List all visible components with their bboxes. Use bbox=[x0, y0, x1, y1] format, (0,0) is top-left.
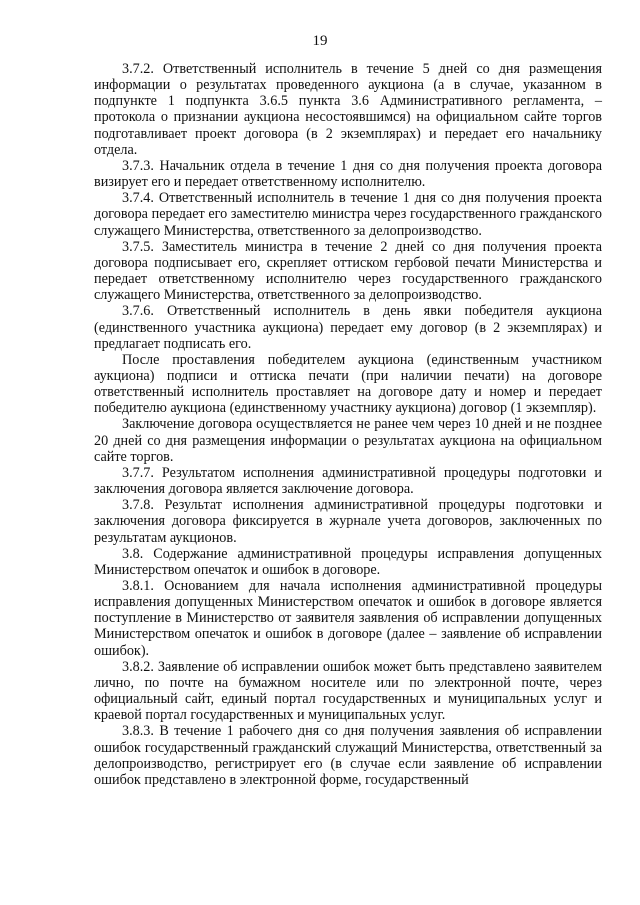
paragraph-3-8: 3.8. Содержание административной процедуры исправления допущенных Министерством опечаток и ошибок в договоре. bbox=[94, 545, 602, 578]
paragraph-contract-timing: Заключение договора осуществляется не ранее чем через 10 дней и не позднее 20 дней со дня размещения информации о результатах аукциона на официальном сайте торгов. bbox=[94, 416, 602, 465]
paragraph-3-7-5: 3.7.5. Заместитель министра в течение 2 дней со дня получения проекта договора подписывает его, скрепляет оттиском гербовой печати Министерства и передает ответственному исполнителю через государственного гражданского служащего Министерства, ответственного за делопроизводство. bbox=[94, 238, 602, 304]
paragraph-3-7-2: 3.7.2. Ответственный исполнитель в течение 5 дней со дня размещения информации о результатах проведенного аукциона (а в случае, указанном в подпункте 1 подпункта 3.6.5 пункта 3.6 Административного регламента, – протокола о признании аукциона несостоявшимся) на официальном сайте торгов подготавливает проект договора (в 2 экземплярах) и передает его начальнику отдела. bbox=[94, 61, 602, 158]
paragraph-after-signing: После проставления победителем аукциона (единственным участником аукциона) подписи и оттиска печати (при наличии печати) на договоре ответственный исполнитель проставляет на договоре дату и номер и передает победителю аукциона (единственному участнику аукциона) договор (1 экземпляр). bbox=[94, 351, 602, 417]
paragraph-3-7-8: 3.7.8. Результат исполнения административной процедуры подготовки и заключения договора фиксируется в журнале учета договоров, заключенных по результатам аукционов. bbox=[94, 497, 602, 546]
paragraph-3-7-4: 3.7.4. Ответственный исполнитель в течение 1 дня со дня получения проекта договора передает его заместителю министра через государственного гражданского служащего Министерства, ответственного за делопроизводство. bbox=[94, 190, 602, 239]
paragraph-3-8-2: 3.8.2. Заявление об исправлении ошибок может быть представлено заявителем лично, по почте на бумажном носителе или по электронной почте, через официальный сайт, единый портал государственных и муниципальных услуг и краевой портал государственных и муниципальных услуг. bbox=[94, 658, 602, 724]
paragraph-3-8-1: 3.8.1. Основанием для начала исполнения административной процедуры исправления допущенных Министерством опечаток и ошибок в договоре является поступление в Министерство от заявителя заявления об исправлении допущенных Министерством опечаток и ошибок в договоре (далее – заявление об исправлении ошибок). bbox=[94, 578, 602, 659]
paragraph-3-7-7: 3.7.7. Результатом исполнения административной процедуры подготовки и заключения договора является заключение договора. bbox=[94, 464, 602, 498]
paragraph-3-7-6: 3.7.6. Ответственный исполнитель в день явки победителя аукциона (единственного участника аукциона) передает ему договор (в 2 экземплярах) и предлагает подписать его. bbox=[94, 303, 602, 352]
page-number: 19 bbox=[312, 33, 328, 49]
paragraph-3-8-3: 3.8.3. В течение 1 рабочего дня со дня получения заявления об исправлении ошибок государственный гражданский служащий Министерства, ответственный за делопроизводство, регистрирует его (в случае если заявление об исправлении ошибок представлено в электронной форме, государственный bbox=[94, 723, 602, 788]
document-body bbox=[94, 61, 602, 788]
paragraph-3-7-3: 3.7.3. Начальник отдела в течение 1 дня со дня получения проекта договора визирует его и передает ответственному исполнителю. bbox=[94, 157, 602, 191]
